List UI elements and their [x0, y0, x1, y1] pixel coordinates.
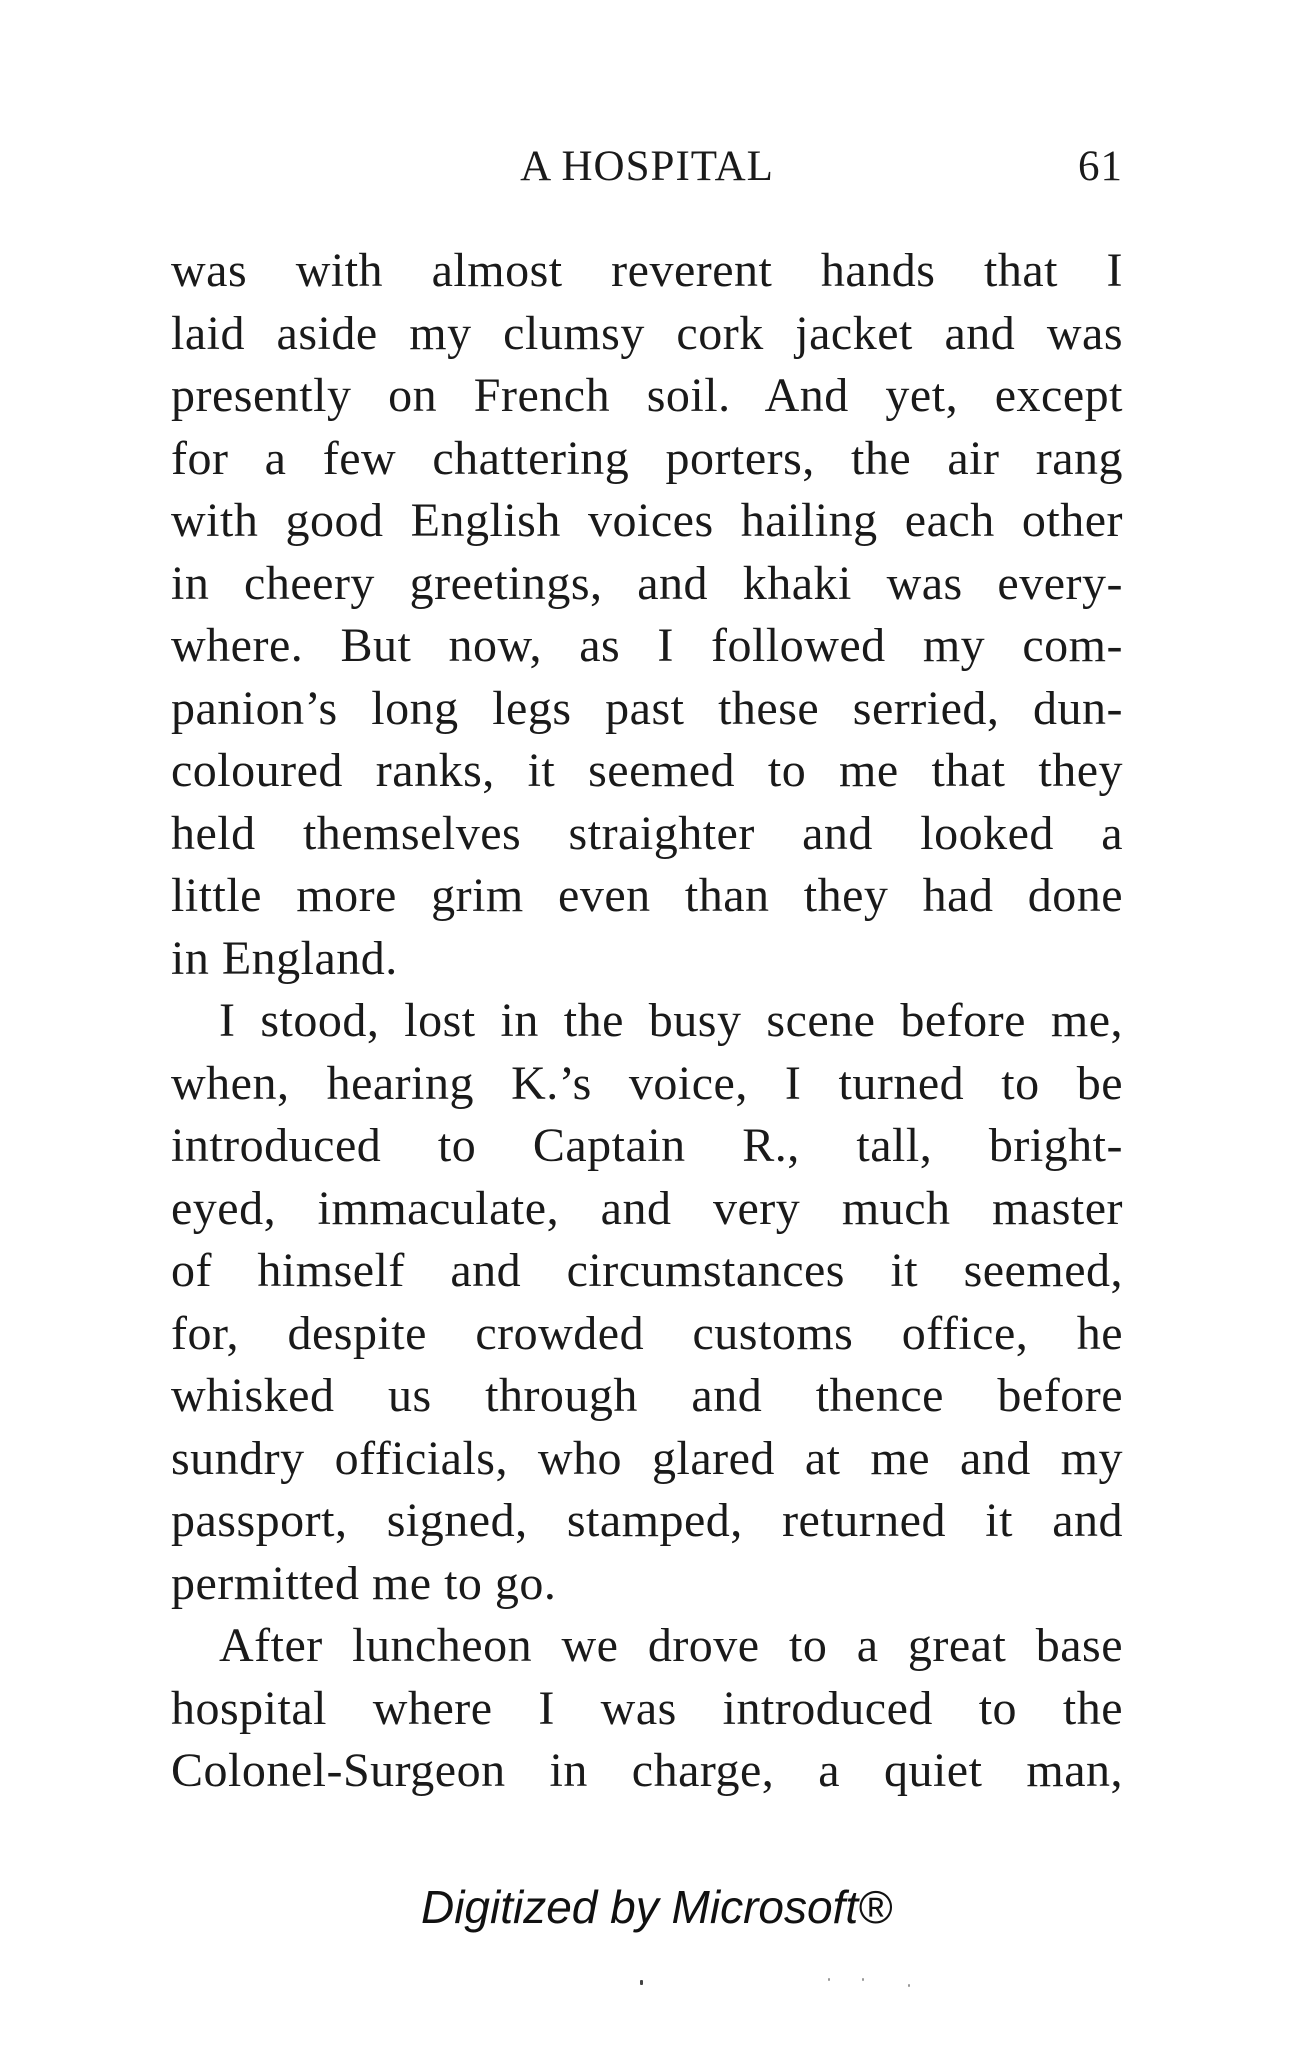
page-number: 61	[1078, 143, 1123, 190]
text-line: introduced to Captain R., tall, bright-	[171, 1119, 1123, 1172]
text-line: when, hearing K.’s voice, I turned to be	[171, 1056, 1123, 1110]
text-line: panion’s long legs past these serried, dun-	[171, 681, 1123, 735]
text-line: permitted me to go.	[171, 1556, 557, 1610]
speck	[640, 1980, 643, 1985]
text-line: eyed, immaculate, and very much master	[171, 1181, 1123, 1235]
text-line: After luncheon we drove to a great base	[219, 1619, 1123, 1672]
text-line: sundry officials, who glared at me and my	[171, 1431, 1123, 1485]
text-line: for a few chattering porters, the air rang	[171, 431, 1123, 485]
paragraph	[171, 1615, 1123, 1803]
text-line: passport, signed, stamped, returned it and	[171, 1494, 1123, 1547]
text-line: I stood, lost in the busy scene before me,	[219, 994, 1123, 1047]
text-line: in England.	[171, 931, 398, 985]
text-line: hospital where I was introduced to the	[171, 1681, 1123, 1735]
text-line: was with almost reverent hands that I	[171, 244, 1123, 297]
digitized-watermark: Digitized by Microsoft®	[420, 1881, 893, 1933]
text-line: Colonel-Surgeon in charge, a quiet man,	[171, 1744, 1123, 1797]
text-line: whisked us through and thence before	[171, 1369, 1123, 1422]
running-title: A HOSPITAL	[520, 143, 774, 190]
text-line: with good English voices hailing each other	[171, 494, 1123, 547]
text-line: little more grim even than they had done	[171, 869, 1123, 922]
text-line: where. But now, as I followed my com-	[171, 619, 1123, 672]
paragraph	[171, 240, 1123, 990]
speck	[828, 1978, 830, 1981]
text-line: presently on French soil. And yet, except	[171, 369, 1123, 422]
scan-specks	[640, 1978, 920, 1990]
running-head	[171, 142, 1123, 202]
text-line: for, despite crowded customs office, he	[171, 1306, 1123, 1360]
text-line: held themselves straighter and looked a	[171, 806, 1123, 860]
text-line: coloured ranks, it seemed to me that they	[171, 744, 1123, 797]
paragraph	[171, 990, 1123, 1615]
text-line: of himself and circumstances it seemed,	[171, 1244, 1123, 1297]
body-text	[171, 240, 1123, 1803]
text-line: laid aside my clumsy cork jacket and was	[171, 306, 1123, 360]
speck	[908, 1984, 910, 1987]
speck	[862, 1978, 864, 1981]
text-line: in cheery greetings, and khaki was every-	[171, 556, 1123, 610]
